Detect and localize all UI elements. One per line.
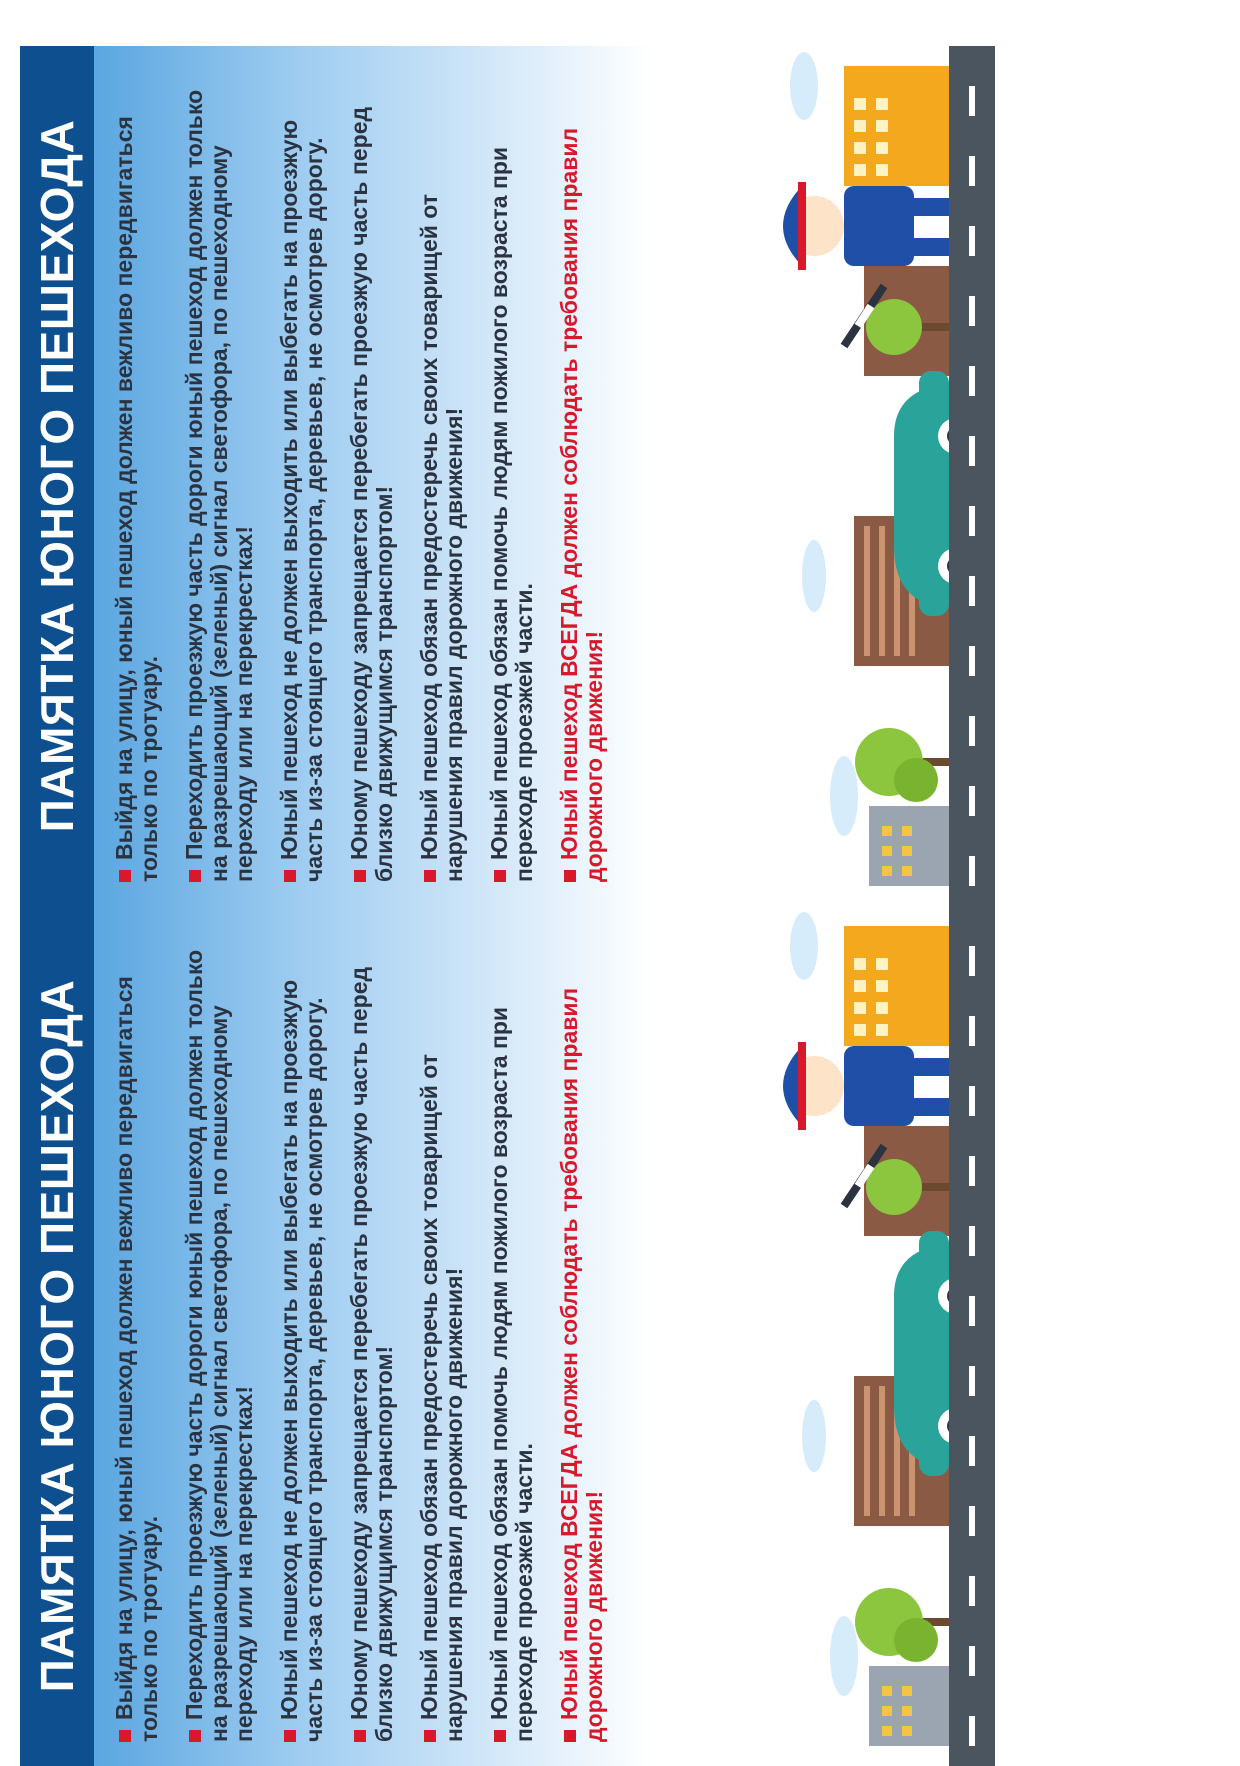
final-rule-text: Юный пешеход ВСЕГДА должен соблюдать требования правил дорожного движения! <box>556 127 607 882</box>
memo-card-top <box>20 46 995 906</box>
rule-item <box>347 932 397 1742</box>
bullet-square-icon <box>494 870 506 882</box>
bullet-square-icon <box>494 1730 506 1742</box>
card-rotated-content <box>20 906 995 1766</box>
rule-item <box>277 932 327 1742</box>
rule-item <box>182 932 257 1742</box>
final-rule <box>557 932 607 1742</box>
rules-list <box>112 932 627 1742</box>
rule-text: Юному пешеходу запрещается перебегать проезжую часть перед близко движущимся транспортом! <box>346 966 397 1742</box>
rule-item <box>182 72 257 882</box>
rule-text: Юный пешеход обязан помочь людям пожилого возраста при переходе проезжей части. <box>486 1006 537 1742</box>
street-scene-image <box>694 906 995 1766</box>
rule-text: Юный пешеход не должен выходить или выбегать на проезжую часть из-за стоящего транспорта, деревьев, не осмотрев дорогу. <box>276 119 327 882</box>
rule-text: Юный пешеход обязан помочь людям пожилого возраста при переходе проезжей части. <box>486 146 537 882</box>
rule-text: Юный пешеход обязан предостеречь своих товарищей от нарушения правил дорожного движения! <box>416 1053 467 1742</box>
rule-item <box>417 932 467 1742</box>
rule-text: Выйдя на улицу, юный пешеход должен вежливо передвигаться только по тротуару. <box>111 116 162 882</box>
rule-item <box>277 72 327 882</box>
street-scene-image <box>694 46 995 906</box>
rule-item <box>487 72 537 882</box>
bullet-square-icon <box>284 1730 296 1742</box>
rules-list <box>112 72 627 882</box>
bullet-square-icon <box>284 870 296 882</box>
rule-text: Юному пешеходу запрещается перебегать проезжую часть перед близко движущимся транспортом! <box>346 106 397 882</box>
bullet-square-icon <box>189 1730 201 1742</box>
rule-item <box>417 72 467 882</box>
bullet-square-icon <box>424 870 436 882</box>
memo-card-bottom <box>20 906 995 1766</box>
bullet-square-icon <box>189 870 201 882</box>
bullet-square-icon <box>564 1730 576 1742</box>
bullet-square-icon <box>354 870 366 882</box>
card-body <box>94 906 995 1766</box>
rule-text: Переходить проезжую часть дороги юный пешеход должен только на разрешающий (зеленый) сигнал светофора, по пешеходному переходу или на перекрестках! <box>181 949 257 1742</box>
card-body <box>94 46 995 906</box>
rule-text: Выйдя на улицу, юный пешеход должен вежливо передвигаться только по тротуару. <box>111 976 162 1742</box>
rule-text: Переходить проезжую часть дороги юный пешеход должен только на разрешающий (зеленый) сигнал светофора, по пешеходному переходу или на перекрестках! <box>181 89 257 882</box>
bullet-square-icon <box>564 870 576 882</box>
rule-item <box>112 72 162 882</box>
bullet-square-icon <box>424 1730 436 1742</box>
card-rotated-content <box>20 46 995 906</box>
rule-item <box>487 932 537 1742</box>
rule-text: Юный пешеход не должен выходить или выбегать на проезжую часть из-за стоящего транспорта, деревьев, не осмотрев дорогу. <box>276 979 327 1742</box>
rule-item <box>347 72 397 882</box>
final-rule <box>557 72 607 882</box>
rule-text: Юный пешеход обязан предостеречь своих товарищей от нарушения правил дорожного движения! <box>416 193 467 882</box>
card-title: ПАМЯТКА ЮНОГО ПЕШЕХОДА <box>20 906 94 1766</box>
bullet-square-icon <box>119 1730 131 1742</box>
street-illustration <box>694 906 995 1766</box>
card-title: ПАМЯТКА ЮНОГО ПЕШЕХОДА <box>20 46 94 906</box>
street-illustration <box>694 46 995 906</box>
bullet-square-icon <box>119 870 131 882</box>
final-rule-text: Юный пешеход ВСЕГДА должен соблюдать требования правил дорожного движения! <box>556 987 607 1742</box>
rule-item <box>112 932 162 1742</box>
bullet-square-icon <box>354 1730 366 1742</box>
